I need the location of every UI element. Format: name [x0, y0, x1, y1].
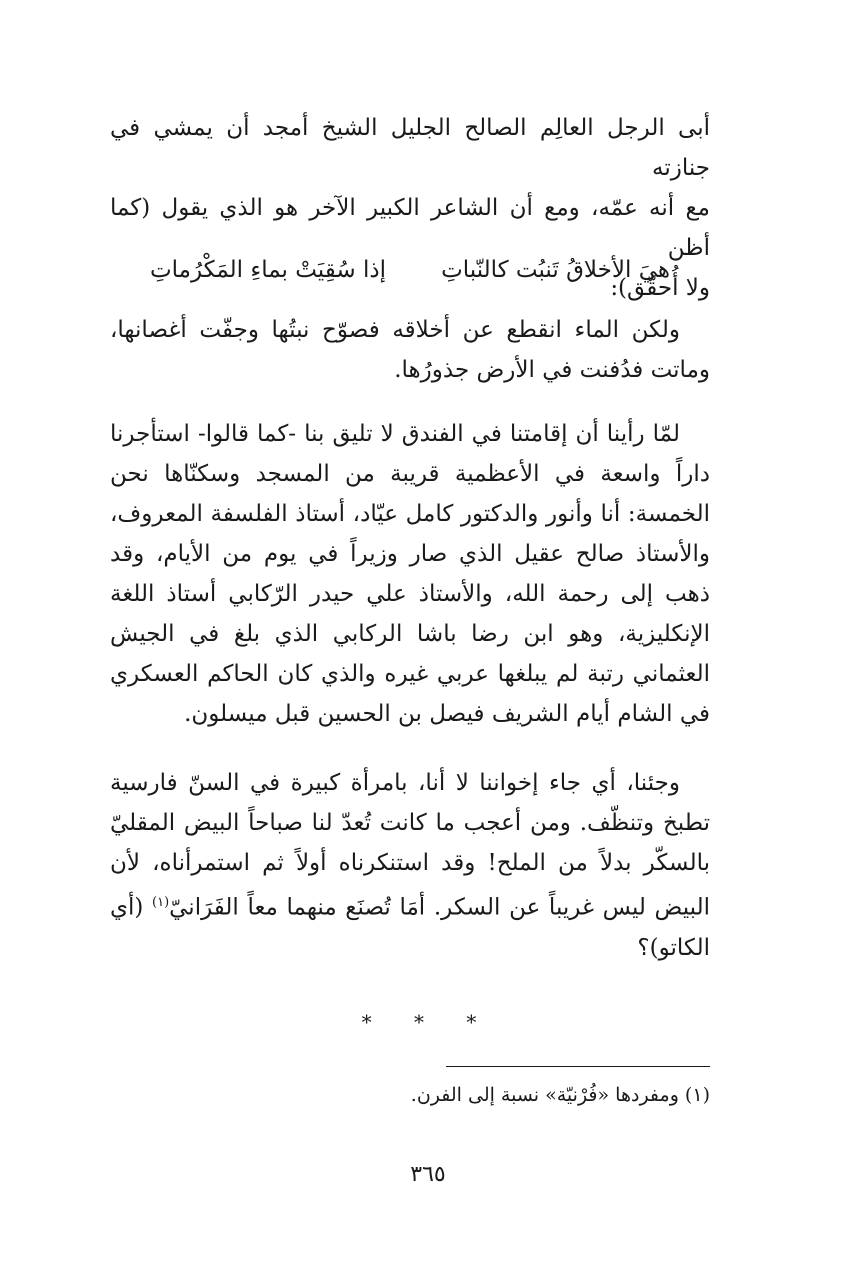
- paragraph-water: [110, 310, 710, 390]
- paragraph-text: لمّا رأينا أن إقامتنا في الفندق لا تليق بنا -كما قالوا- استأجرنا داراً واسعة في الأعظمية قريبة من المسجد وسكنّاها نحن الخمسة: أنا وأنور والدكتور كامل عيّاد، أستاذ الفلسفة المعروف، والأستاذ صالح عقيل الذي صار وزيراً في يوم من الأيام، وقد ذهب إلى رحمة الله، والأستاذ علي حيدر الرّكابي أستاذ اللغة الإنكليزية، وهو ابن رضا باشا الركابي الذي بلغ في الجيش العثماني رتبة لم يبلغها عربي غيره والذي كان الحاكم العسكري في الشام أيام الشريف فيصل بن الحسين قبل ميسلون.: [110, 421, 710, 727]
- poetry-verse: [110, 250, 710, 290]
- footnote-rule: [446, 1066, 710, 1067]
- page-number: ٣٦٥: [410, 1162, 446, 1187]
- text-line: ولا أُحقّق):: [610, 275, 710, 301]
- paragraph-text-part: وجئنا، أي جاء إخواننا لا أنا، بامرأة كبيرة في السنّ فارسية تطبخ وتنظّف. ومن أعجب ما كانت تُعدّ لنا صباحاً البيض المقليّ بالسكّر بدلاً من الملح! وقد استنكرناه أولاً ثم استمرأناه، لأن البيض ليس غريباً عن السكر. أمَا تُصنَع منهما معاً الفَرَانيّ: [110, 770, 710, 921]
- paragraph-cook: [110, 763, 710, 968]
- footnote: (١) ومفردها «فُرْنيّة» نسبة إلى الفرن.: [410, 1084, 710, 1106]
- footnote-marker: (١): [152, 895, 170, 910]
- paragraph-text-part: (أي الكاتو)؟: [110, 894, 710, 961]
- paragraph-house: [110, 414, 710, 734]
- section-separator: * * *: [361, 1010, 495, 1034]
- text-line: أبى الرجل العالِم الصالح الجليل الشيخ أمجد أن يمشي في جنازته: [110, 115, 710, 181]
- paragraph-text: [110, 763, 710, 968]
- text-line: مع أنه عمّه، ومع أن الشاعر الكبير الآخر هو الذي يقول (كما أظن: [110, 195, 710, 261]
- second-hemistich: إذا سُقِيَتْ بماءِ المَكْرُماتِ: [150, 257, 386, 283]
- first-hemistich: هيَ الأخلاقُ تَنبُت كالنّباتِ: [441, 257, 670, 283]
- paragraph-text: ولكن الماء انقطع عن أخلاقه فصوّح نبتُها وجفّت أغصانها، وماتت فدُفنت في الأرض جذورُها.: [110, 317, 710, 383]
